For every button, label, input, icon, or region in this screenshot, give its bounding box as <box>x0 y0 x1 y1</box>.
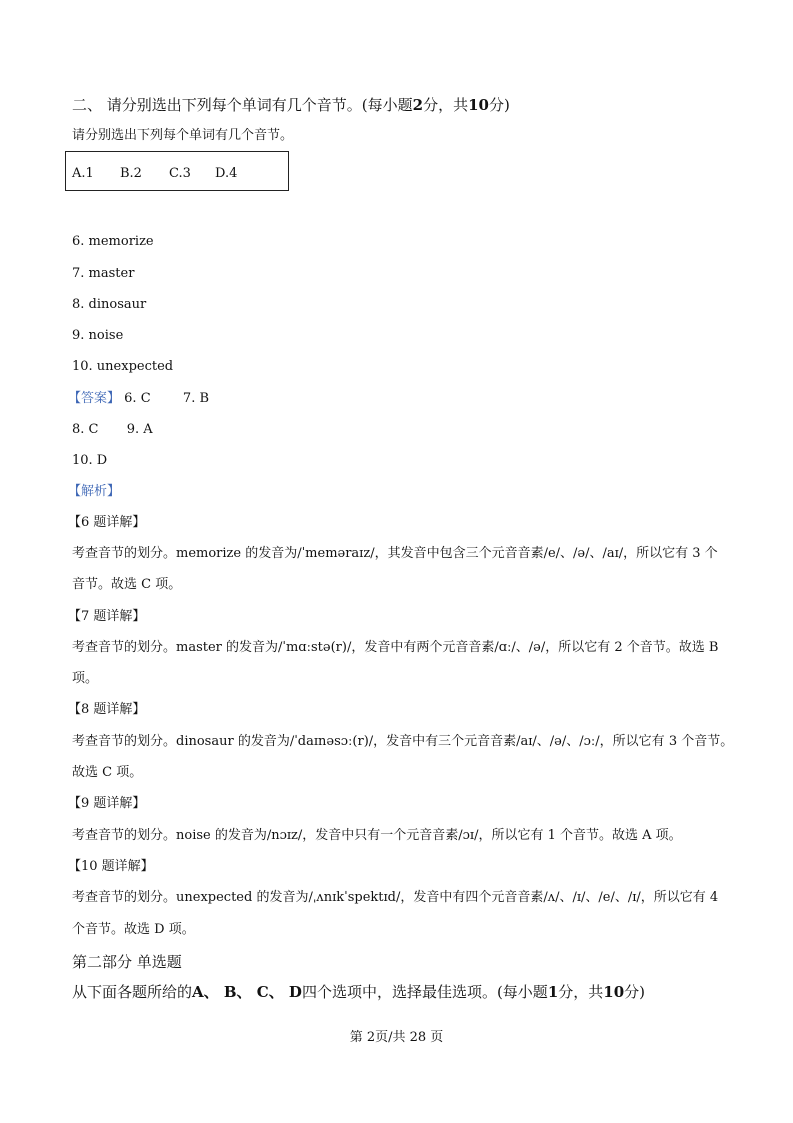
part2-points-each: 1 <box>547 983 559 1001</box>
detail-10-text-cont: 个音节。故选 D 项。 <box>72 922 195 937</box>
answer-label: 【答案】 <box>68 391 121 406</box>
option-a: A.1 <box>72 166 94 181</box>
answer-10: 10. D <box>72 453 108 468</box>
part2-points-total: 10 <box>603 983 625 1001</box>
answer-line-2 <box>72 421 153 439</box>
detail-8-text: 考查音节的划分。dinosaur 的发音为/ˈdaɪnəsɔː(r)/，发音中有三个元音音素/aɪ/、/ə/、/ɔː/，所以它有 3 个音节。 <box>72 734 734 749</box>
answer-7: 7. B <box>182 391 210 406</box>
points-each: 2 <box>412 96 424 114</box>
detail-6-label: 【6 题详解】 <box>68 515 146 530</box>
detail-9-text: 考查音节的划分。noise 的发音为/nɔɪz/，发音中只有一个元音音素/ɔɪ/，所以它有 1 个音节。故选 A 项。 <box>72 828 682 843</box>
section-heading-mid: 分，共 <box>423 96 469 114</box>
analysis-label: 【解析】 <box>68 484 121 499</box>
detail-7-text-cont: 项。 <box>72 671 99 686</box>
part2-title: 第二部分 单选题 <box>72 953 182 971</box>
question-7: 7. master <box>72 266 135 281</box>
options-box <box>65 151 289 191</box>
instruction: 请分别选出下列每个单词有几个音节。 <box>72 128 294 143</box>
part2-intro-mid2: 分，共 <box>558 983 604 1001</box>
page-footer: 第 2页/共 28 页 <box>349 1030 444 1045</box>
part2-intro-mid: 四个选项中，选择最佳选项。(每小题 <box>301 983 548 1001</box>
option-b: B.2 <box>120 166 142 181</box>
points-total: 10 <box>468 96 489 114</box>
part2-intro-letters: A、 B、 C、 D <box>192 983 302 1001</box>
detail-6-text: 考查音节的划分。memorize 的发音为/ˈmeməraɪz/，其发音中包含三个元音音素/e/、/ə/、/aɪ/，所以它有 3 个 <box>72 546 718 561</box>
option-c: C.3 <box>169 166 191 181</box>
answer-6: 6. C <box>124 391 151 406</box>
part2-intro-prefix: 从下面各题所给的 <box>72 983 193 1001</box>
detail-6-text-cont: 音节。故选 C 项。 <box>72 577 182 592</box>
answer-9: 9. A <box>126 422 153 437</box>
detail-9-label: 【9 题详解】 <box>68 796 146 811</box>
answer-8: 8. C <box>72 422 99 437</box>
option-d: D.4 <box>215 166 238 181</box>
question-9: 9. noise <box>72 328 124 343</box>
question-8: 8. dinosaur <box>72 297 147 312</box>
detail-8-text-cont: 故选 C 项。 <box>72 765 143 780</box>
question-10: 10. unexpected <box>72 359 174 374</box>
section-heading-prefix: 二、 请分别选出下列每个单词有几个音节。(每小题 <box>72 96 413 114</box>
detail-10-label: 【10 题详解】 <box>68 859 154 874</box>
detail-7-label: 【7 题详解】 <box>68 609 146 624</box>
part2-intro-suffix: 分) <box>624 983 645 1001</box>
detail-8-label: 【8 题详解】 <box>68 702 146 717</box>
part2-intro <box>72 983 645 1001</box>
section-heading-suffix: 分) <box>488 96 510 114</box>
detail-7-text: 考查音节的划分。master 的发音为/ˈmɑːstə(r)/，发音中有两个元音音素/ɑː/、/ə/，所以它有 2 个音节。故选 B <box>72 640 719 655</box>
detail-10-text: 考查音节的划分。unexpected 的发音为/ˌʌnɪkˈspektɪd/，发音中有四个元音音素/ʌ/、/ɪ/、/e/、/ɪ/，所以它有 4 <box>72 890 719 905</box>
answer-line-1 <box>68 390 209 408</box>
section-heading <box>72 96 510 114</box>
question-6: 6. memorize <box>72 234 154 249</box>
